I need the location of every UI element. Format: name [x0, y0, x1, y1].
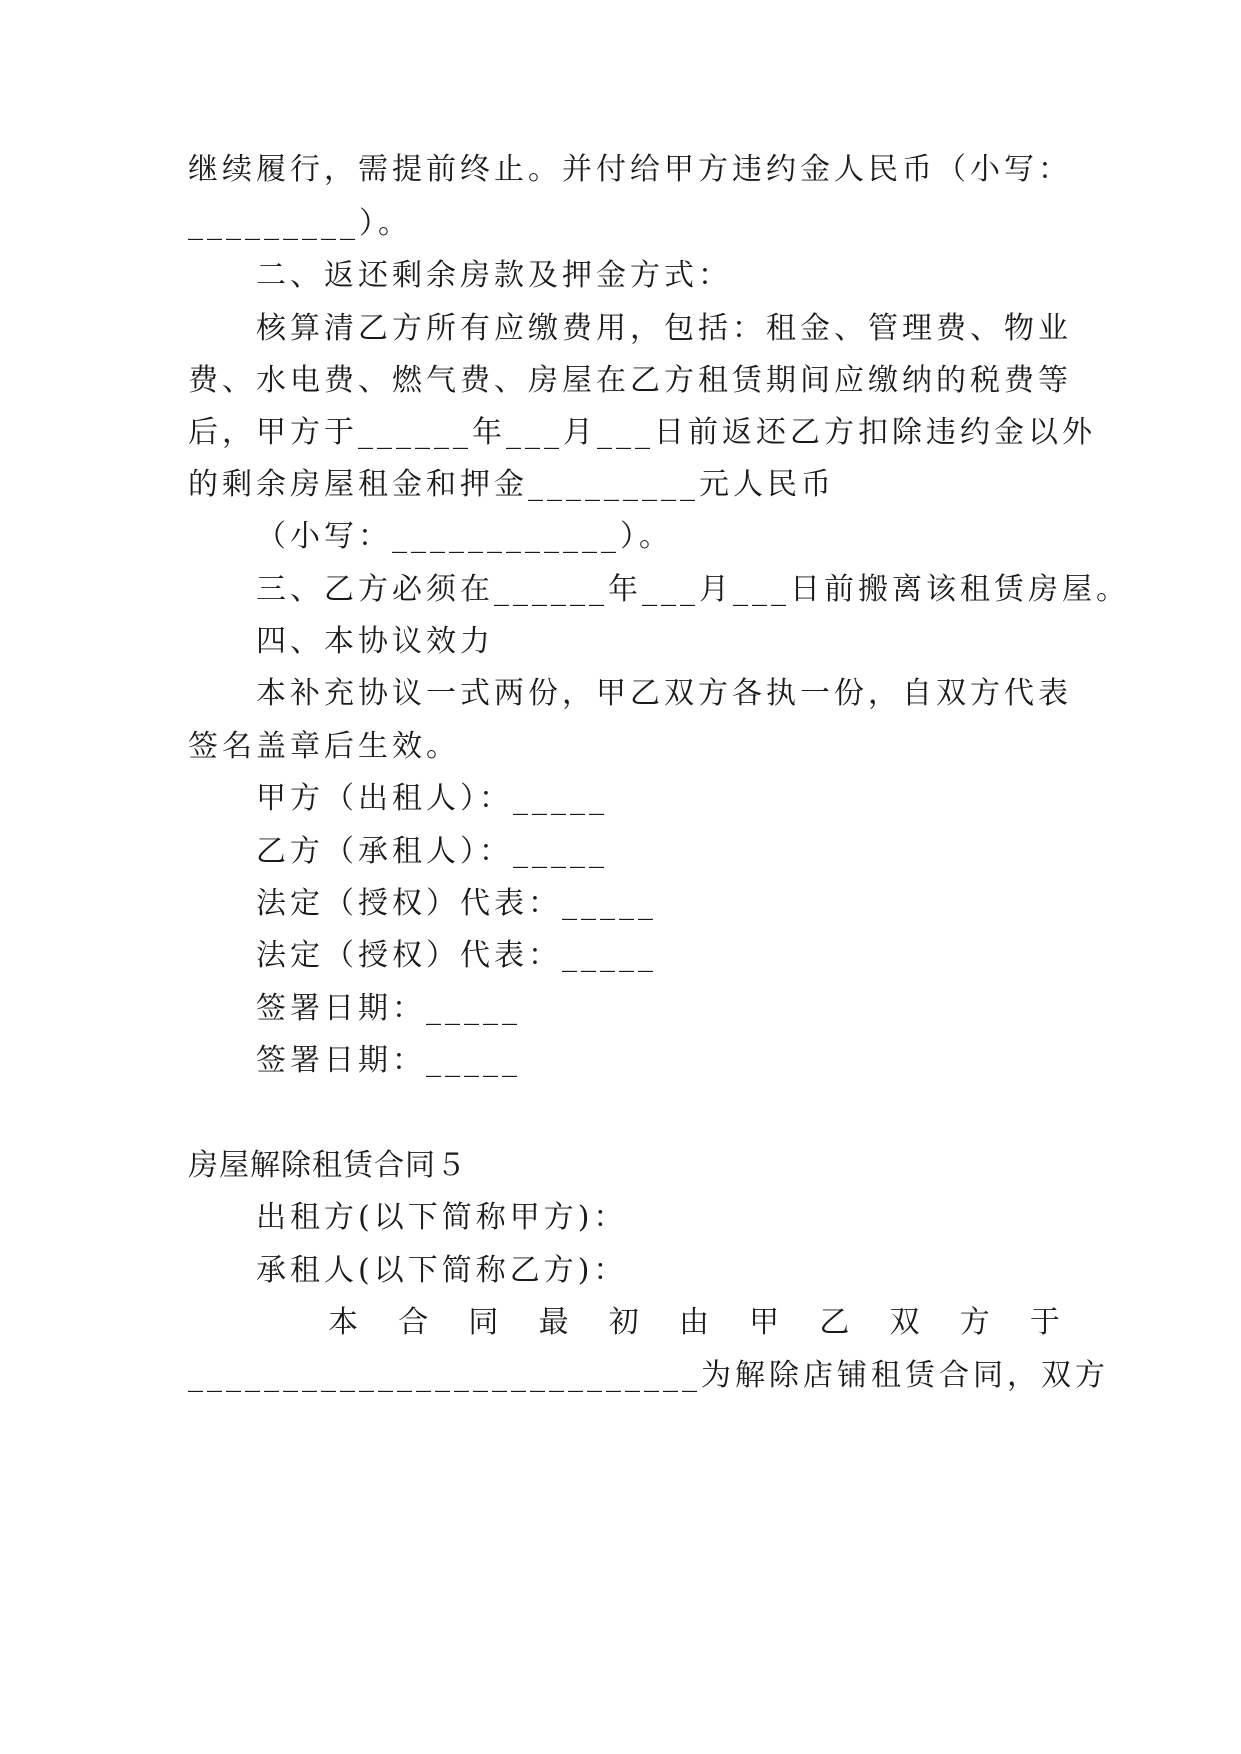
- text-char: 合: [398, 1305, 429, 1340]
- lessor-line: 出租方(以下简称甲方)：: [256, 1200, 628, 1235]
- body-text-line: （小写：____________）。: [256, 519, 673, 554]
- body-text-line: 的剩余房屋租金和押金_________元人民币: [188, 467, 835, 502]
- section-heading: 四、本协议效力: [256, 624, 494, 659]
- section-heading: 三、乙方必须在______年___月___日前搬离该租赁房屋。: [256, 572, 1130, 607]
- text-char: 同: [468, 1305, 499, 1340]
- signature-field-party-b: 乙方（承租人）：_____: [256, 834, 608, 869]
- signature-field-representative: 法定（授权）代表：_____: [256, 886, 657, 921]
- section-heading: 二、返还剩余房款及押金方式：: [256, 258, 732, 293]
- body-text-line: ___________________________为解除店铺租赁合同，双方: [188, 1358, 1109, 1393]
- signature-field-representative: 法定（授权）代表：_____: [256, 938, 657, 973]
- body-text-line: 费、水电费、燃气费、房屋在乙方租赁期间应缴纳的税费等: [188, 363, 1072, 398]
- body-text-line: 继续履行，需提前终止。并付给甲方违约金人民币（小写：: [188, 152, 1072, 187]
- signature-field-date: 签署日期：_____: [256, 1043, 521, 1078]
- text-char: 双: [889, 1305, 920, 1340]
- signature-field-date: 签署日期：_____: [256, 991, 521, 1026]
- text-char: 本: [328, 1305, 358, 1340]
- body-text-line: 本补充协议一式两份，甲乙双方各执一份，自双方代表: [256, 676, 1072, 711]
- text-char: 初: [608, 1305, 639, 1340]
- body-text-line: 后，甲方于______年___月___日前返还乙方扣除违约金以外: [188, 415, 1096, 450]
- text-char: 方: [959, 1305, 990, 1340]
- body-text-line: 签名盖章后生效。: [188, 729, 460, 764]
- body-text-line: 核算清乙方所有应缴费用，包括：租金、管理费、物业: [256, 311, 1072, 346]
- text-char: 最: [538, 1305, 569, 1340]
- text-char: 乙: [819, 1305, 850, 1340]
- document-title: 房屋解除租赁合同５: [188, 1148, 467, 1183]
- body-text-line: _________）。: [188, 206, 412, 241]
- text-char: 由: [678, 1305, 709, 1340]
- justified-text-line: [328, 1303, 1060, 1343]
- text-char: 于: [1029, 1305, 1060, 1340]
- text-char: 甲: [749, 1305, 780, 1340]
- lessee-line: 承租人(以下简称乙方)：: [256, 1253, 628, 1288]
- signature-field-party-a: 甲方（出租人）：_____: [256, 781, 608, 816]
